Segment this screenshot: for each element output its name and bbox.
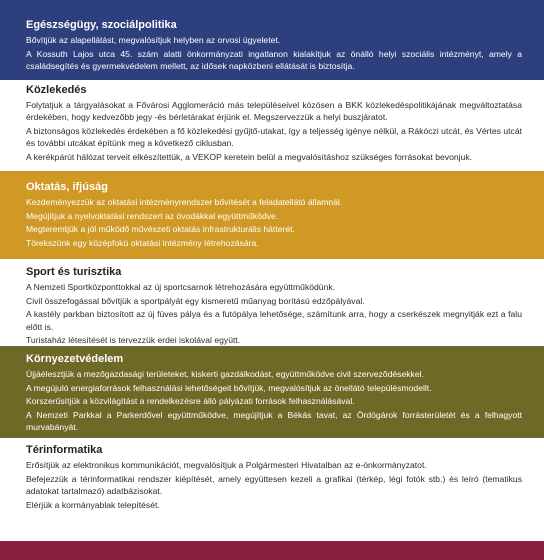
section-title: Oktatás, ifjúság bbox=[26, 181, 108, 193]
section-health bbox=[0, 0, 544, 80]
section-paragraph: A Nemzeti Sportközponttokkal az új sportcsarnok létrehozására együttműködünk. bbox=[26, 282, 336, 292]
section-geoinformatics bbox=[0, 438, 544, 541]
footer-band bbox=[0, 541, 544, 560]
section-environment bbox=[0, 346, 544, 438]
section-paragraph: Kezdeményezzük az oktatási intézményrendszer bővítését a feladatellátó államnál. bbox=[26, 197, 343, 207]
section-paragraph: Befejezzük a térinformatikai rendszer kiépítését, amely együttesen kezeli a grafikai (térkép, légi fotók stb.) és leíró (tematikus adatokat tartalmazó) adatbázisokat. bbox=[26, 473, 522, 496]
section-title: Térinformatika bbox=[26, 444, 103, 456]
section-paragraph: Elérjük a kormányablak telepítését. bbox=[26, 499, 160, 510]
section-title: Környezetvédelem bbox=[26, 353, 124, 365]
section-paragraph: Korszerűsítjük a közvilágítást a rendelkezésre álló pályázati források felhasználásával. bbox=[26, 396, 355, 407]
section-paragraph: A Kossuth Lajos utca 45. szám alatti önkormányzati ingatlanon kialakítjuk az önálló helyi szociális intézményt, amely a családsegítés és gyermekvédelem mellett, az idősek napközbeni ellátását is biztosítja. bbox=[26, 48, 522, 71]
section-paragraph: Folytatjuk a tárgyalásokat a Fővárosi Agglomeráció más településeivel közösen a BKK közlekedéspolitikájának megváltoztatása érdekében, hogy kedvezőbb jegy -és bérletárakat érjünk el. Megszervezzük a helyi buszjáratot. bbox=[26, 100, 522, 123]
section-title: Sport és turisztika bbox=[26, 266, 122, 278]
section-paragraph: Civil összefogással bővítjük a sportpályát egy kismeretű műanyag borítású edzőpályával. bbox=[26, 295, 365, 306]
section-transport bbox=[0, 80, 544, 171]
section-paragraph: Bővítjük az alapellátást, megvalósítjuk helyben az orvosi ügyeletet. bbox=[26, 35, 281, 45]
section-paragraph: A kerékpárút hálózat terveit elkészítettük, a VEKOP keretein belül a megvalósításhoz szükséges forrásokat bevonjuk. bbox=[26, 151, 472, 162]
section-education bbox=[0, 171, 544, 259]
section-paragraph: Turistaház létesítését is tervezzük erdei iskolával együtt. bbox=[26, 335, 241, 346]
section-paragraph: Erősítjük az elektronikus kommunikációt, megvalósítjuk a Polgármesteri Hivatalban az e-önkormányzatot. bbox=[26, 460, 427, 470]
section-paragraph: Megújítjuk a nyelvoktatási rendszert az óvodákkal együttműködve. bbox=[26, 210, 279, 221]
section-paragraph: A kastély parkban biztosított az új füves pálya és a futópálya lehetősége, számítunk arra, hogy a cserkészek megnyitják ezt a falu előtt is. bbox=[26, 309, 522, 332]
section-title: Egészségügy, szociálpolitika bbox=[26, 19, 177, 31]
section-paragraph: A megújuló energiaforrások felhasználási lehetőségeit bővítjük, megvalósítjuk az önellátó településmodellt. bbox=[26, 382, 432, 393]
section-sport bbox=[0, 259, 544, 346]
section-paragraph: Törekszünk egy középfokú oktatási intézmény létrehozására. bbox=[26, 238, 259, 249]
section-paragraph: A biztonságos közlekedés érdekében a fő közlekedési gyűjtő-utakat, így a teljesség igénye nélkül, a Rákóczi utcát, és Vértes utcát és további utcákat építünk meg a következő ciklusban. bbox=[26, 125, 522, 149]
section-paragraph: Újjáélesztjük a mezőgazdasági területeket, kiskerti gazdálkodást, együttműködve civil szervezõdésekkel. bbox=[26, 369, 424, 379]
section-title: Közlekedés bbox=[26, 84, 87, 96]
section-paragraph: A Nemzeti Parkkal a Parkerdővel együttműködve, megújítjuk a Békás tavat, az Ördögárok forrásterületét és a felhagyott murvabányát. bbox=[26, 410, 522, 433]
section-paragraph: Megteremtjük a jól működő művészeti oktatás infrastrukturális hátterét. bbox=[26, 224, 295, 235]
